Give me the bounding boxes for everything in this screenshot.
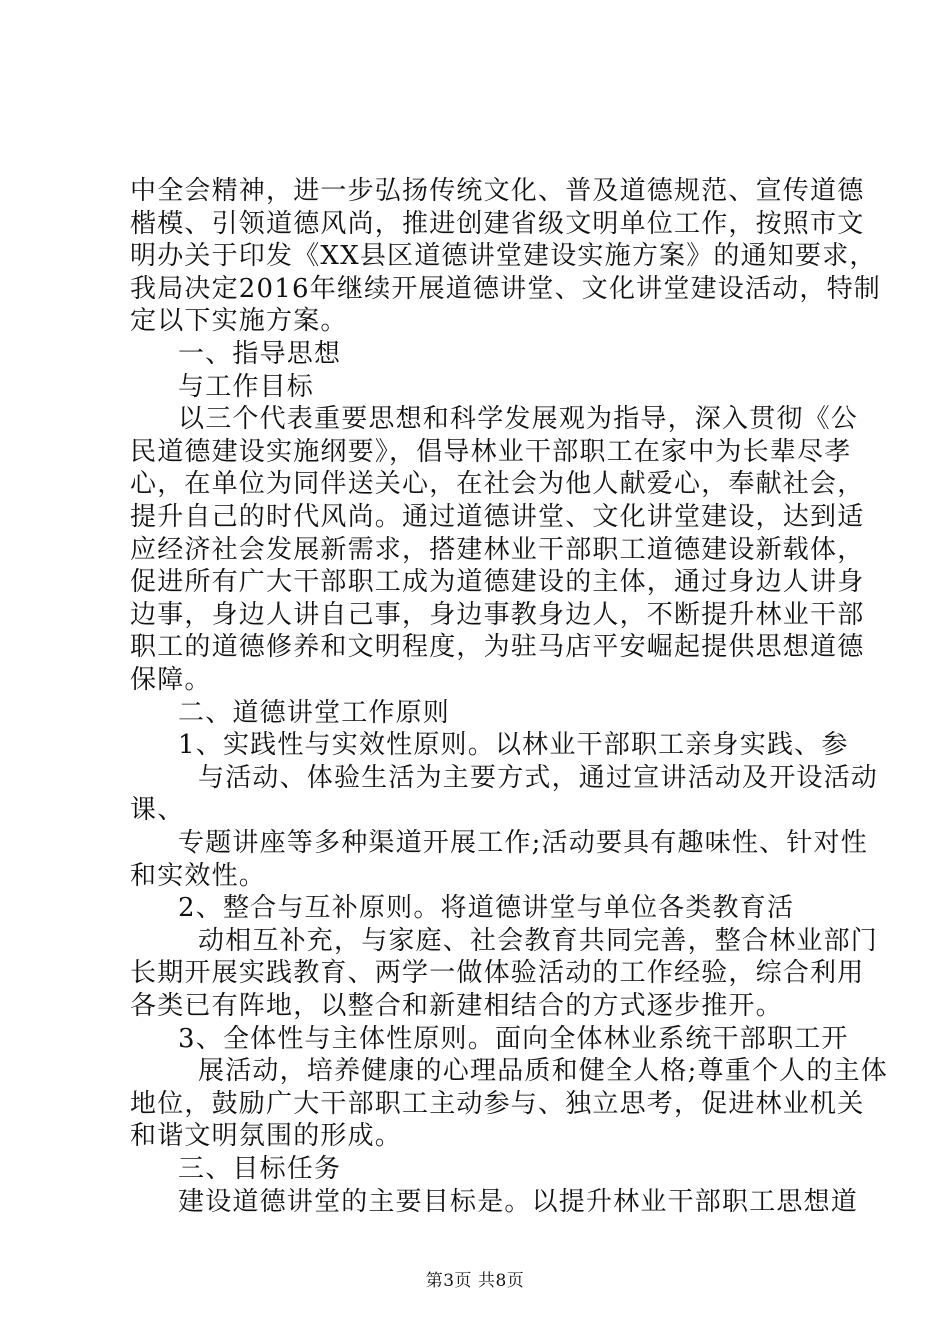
paragraph-line: 地位，鼓励广大干部职工主动参与、独立思考，促进林业机关 (130, 1089, 865, 1119)
paragraph-line: 和谐文明氛围的形成。 (130, 1121, 403, 1151)
section-heading: 三、目标任务 (178, 1154, 342, 1184)
paragraph-line: 定以下实施方案。 (130, 306, 348, 336)
paragraph-line: 2、整合与互补原则。将道德讲堂与单位各类教育活 (178, 893, 795, 923)
paragraph-line: 专题讲座等多种渠道开展工作;活动要具有趣味性、针对性 (178, 828, 868, 858)
paragraph-line: 长期开展实践教育、两学一做体验活动的工作经验，综合利用 (130, 958, 865, 988)
paragraph-line: 3、全体性与主体性原则。面向全体林业系统干部职工开 (178, 1024, 849, 1054)
paragraph-line: 职工的道德修养和文明程度，为驻马店平安崛起提供思想道德 (130, 632, 865, 662)
paragraph-line: 我局决定2016年继续开展道德讲堂、文化讲堂建设活动，特制 (130, 274, 881, 304)
paragraph-line: 动相互补充，与家庭、社会教育共同完善，整合林业部门 (198, 926, 879, 956)
paragraph-line: 和实效性。 (130, 861, 267, 891)
paragraph-line: 心，在单位为同伴送关心，在社会为他人献爱心，奉献社会， (130, 469, 865, 499)
paragraph-line: 应经济社会发展新需求，搭建林业干部职工道德建设新载体， (130, 535, 865, 565)
paragraph-line: 中全会精神，进一步弘扬传统文化、普及道德规范、宣传道德 (130, 176, 865, 206)
paragraph-line: 各类已有阵地，以整合和新建相结合的方式逐步推开。 (130, 991, 783, 1021)
paragraph-line: 楷模、引领道德风尚，推进创建省级文明单位工作，按照市文 (130, 209, 865, 239)
section-heading: 与工作目标 (178, 372, 315, 402)
section-heading: 一、指导思想 (178, 339, 342, 369)
section-heading: 二、道德讲堂工作原则 (178, 698, 451, 728)
paragraph-line: 明办关于印发《XX县区道德讲堂建设实施方案》的通知要求， (130, 241, 877, 271)
paragraph-line: 建设道德讲堂的主要目标是。以提升林业干部职工思想道 (178, 1187, 859, 1217)
paragraph-line: 提升自己的时代风尚。通过道德讲堂、文化讲堂建设，达到适 (130, 502, 865, 532)
page-number-footer: 第3页 共8页 (425, 1271, 525, 1291)
paragraph-line: 民道德建设实施纲要》，倡导林业干部职工在家中为长辈尽孝 (130, 437, 852, 467)
paragraph-line: 以三个代表重要思想和科学发展观为指导，深入贯彻《公 (178, 404, 859, 434)
paragraph-line: 展活动，培养健康的心理品质和健全人格;尊重个人的主体 (198, 1056, 888, 1086)
paragraph-line: 1、实践性与实效性原则。以林业干部职工亲身实践、参 (178, 730, 849, 760)
paragraph-line: 与活动、体验生活为主要方式，通过宣讲活动及开设活动 (198, 763, 879, 793)
paragraph-line: 边事，身边人讲自己事，身边事教身边人，不断提升林业干部 (130, 600, 865, 630)
paragraph-line: 促进所有广大干部职工成为道德建设的主体，通过身边人讲身 (130, 567, 865, 597)
paragraph-line: 保障。 (130, 665, 212, 695)
paragraph-line: 课、 (130, 795, 185, 825)
